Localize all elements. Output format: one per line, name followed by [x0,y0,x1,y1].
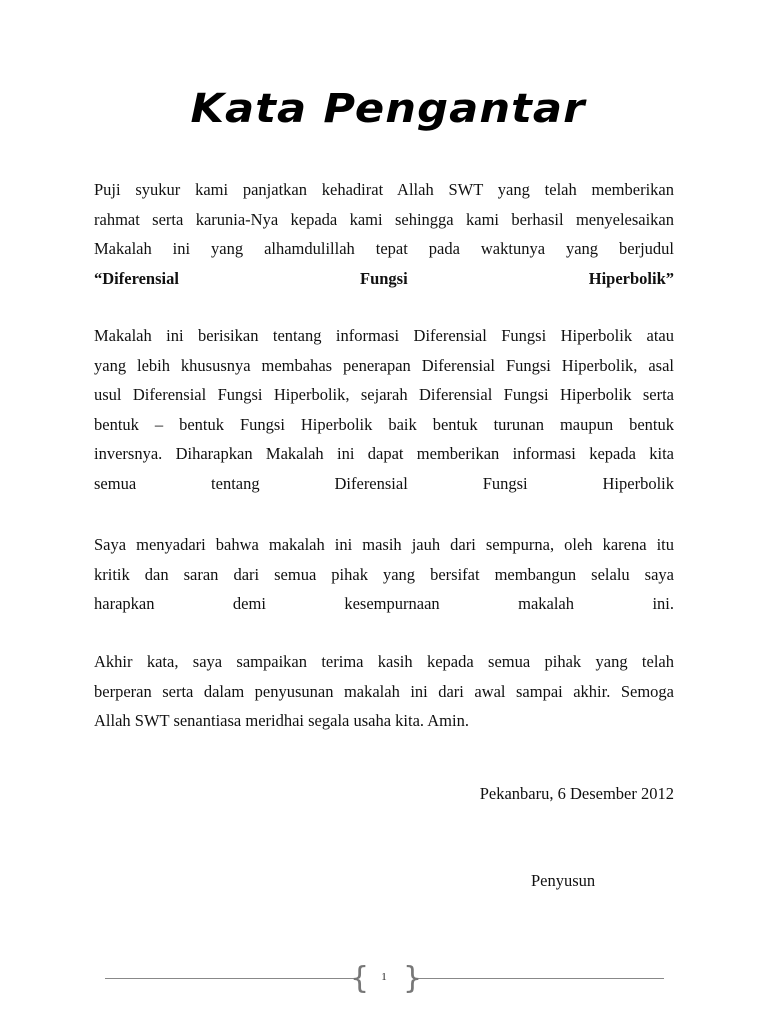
paragraph-content [94,321,674,498]
text-line: bentuk – bentuk Fungsi Hiperbolik baik bentuk turunan maupun bentuk [94,414,674,434]
text-line: Makalah ini berisikan tentang informasi Diferensial Fungsi Hiperbolik atau [94,326,674,345]
text-line: inversnya. Diharapkan Makalah ini dapat memberikan informasi kepada kita [94,444,674,463]
left-brace-icon: { [350,961,370,996]
paragraph-closing [94,647,674,736]
place-date: Pekanbaru, 6 Desember 2012 [479,784,674,803]
text-line: kritik dan saran dari semua pihak yang bersifat membangun selalu saya [94,564,674,584]
text-line: berperan serta dalam penyusunan makalah ini dari awal sampai akhir. Semoga [94,681,674,701]
footer-rule-right [413,978,664,979]
paragraph-intro [94,175,674,293]
text-line: usul Diferensial Fungsi Hiperbolik, sejarah Diferensial Fungsi Hiperbolik serta [94,385,674,404]
text-line: yang lebih khususnya membahas penerapan Diferensial Fungsi Hiperbolik, asal [94,355,674,375]
footer-rule-left [105,978,356,979]
text-line: Saya menyadari bahwa makalah ini masih jauh dari sempurna, oleh karena itu [94,535,674,554]
signatory: Penyusun [531,871,596,890]
text-line: Allah SWT senantiasa meridhai segala usaha kita. Amin. [94,711,469,730]
text-line: Puji syukur kami panjatkan kehadirat Allah SWT yang telah memberikan [94,180,674,199]
text-line: semua tentang Diferensial Fungsi Hiperbolik [94,473,674,493]
page-title: Kata Pengantar [190,86,586,132]
paragraph-apology [94,530,674,619]
text-line: Makalah ini yang alhamdulillah tepat pada waktunya yang berjudul [94,239,674,258]
text-line-title-reference: “Diferensial Fungsi Hiperbolik” [94,268,674,288]
right-brace-icon: } [403,961,423,996]
page-number: 1 [381,971,387,983]
text-line: Akhir kata, saya sampaikan terima kasih kepada semua pihak yang telah [94,652,674,671]
text-line: harapkan demi kesempurnaan makalah ini. [94,594,674,613]
text-line: rahmat serta karunia-Nya kepada kami sehingga kami berhasil menyelesaikan [94,209,674,229]
